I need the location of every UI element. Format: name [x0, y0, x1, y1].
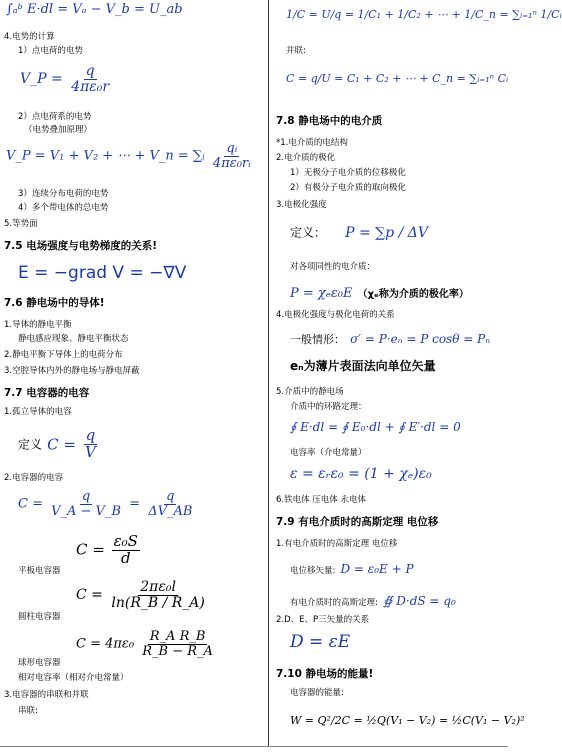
section-7-10-heading: 7.10 静电场的能量! [276, 668, 374, 680]
formula-parallel-capacitance: C = q/U = C₁ + C₂ + ⋯ + C_n = ∑ᵢ₌₁ⁿ Cᵢ [286, 72, 509, 85]
polarization-definition [290, 222, 428, 241]
formula-capacitor [18, 490, 196, 518]
section-7-8-heading: 7.8 静电场中的电介质 [276, 115, 383, 127]
relative-permittivity: 相对电容率（相对介电常量） [18, 673, 129, 683]
item-4-2-charge-system: 2）点电荷系的电势 [18, 112, 92, 122]
system-potential-denominator: 4πε₀rᵢ [212, 155, 251, 171]
formula-permittivity: ε = εᵣε₀ = (1 + χₑ)ε₀ [290, 466, 432, 482]
section-7-6-heading: 7.6 静电场中的导体! [4, 297, 105, 309]
column-divider [268, 0, 269, 746]
item-79-2: 2.D、E、P三矢量的关系 [276, 615, 370, 625]
gauss-theorem-dielectric [290, 590, 456, 609]
formula-series-capacitance: 1/C = U/q = 1/C₁ + 1/C₂ + ⋯ + 1/C_n = ∑ᵢ₌₁ⁿ 1/Cᵢ [286, 8, 562, 21]
cylinder-label: 圆柱电容器 [18, 612, 61, 622]
item-76-1: 1.导体的静电平衡 [4, 320, 72, 330]
capacitor-lhs: C = [18, 496, 43, 512]
section-7-9-heading: 7.9 有电介质时的高斯定理 电位移 [276, 516, 439, 528]
parallel-connection-label: 并联: [286, 46, 306, 56]
item-77-1: 1.孤立导体的电容 [4, 407, 72, 417]
permittivity-label: 电容率（介电常量） [290, 448, 367, 458]
sphere-numerator: R_A R_B [149, 629, 206, 644]
item-76-1b: 静电感应现象、静电平衡状态 [18, 334, 129, 344]
item-78-3: 3.电极化强度 [276, 200, 327, 210]
displacement-formula: D = ε₀E + P [340, 562, 414, 576]
polarization-iso-formula: P = χₑε₀E [290, 286, 353, 301]
parallel-plate-denominator: d [120, 548, 131, 567]
point-potential-denominator: 4πε₀r [71, 78, 110, 95]
right-column [272, 0, 562, 754]
capacitor-denominator-1: V_A − V_B [51, 503, 121, 519]
item-78-2: 2.电介质的极化 [276, 153, 336, 163]
cylinder-numerator: 2πε₀l [140, 579, 176, 595]
polarization-def-formula: P = ∑p / ΔV [345, 224, 428, 241]
definition-label: 定义 [18, 437, 43, 452]
item-76-2: 2.静电平衡下导体上的电荷分布 [4, 350, 123, 360]
item-4-4-multiple-bodies: 4）多个带电体的总电势 [18, 203, 109, 213]
point-potential-numerator: q [85, 63, 95, 79]
capacitor-numerator-2: q [166, 489, 175, 504]
item-79-1: 1.有电介质时的高斯定理 电位移 [276, 539, 398, 549]
item-5-equipotential: 5.等势面 [4, 219, 38, 229]
system-potential-lhs: V_P = V₁ + V₂ + ⋯ + V_n = ∑ᵢ [6, 148, 205, 164]
item-78-2-2: 2）有极分子电介质的取向极化 [290, 183, 406, 193]
polarization-isotropic [290, 282, 469, 301]
capacitance-definition [18, 428, 100, 461]
item-4-3-continuous: 3）连续分布电荷的电势 [18, 189, 109, 199]
definition-label-right: 定义： [290, 225, 327, 240]
capacitor-equals: = [129, 496, 141, 512]
formula-gradient: E = −grad V = −∇V [18, 263, 187, 283]
cap-def-denominator: V [85, 442, 96, 461]
displacement-vector [290, 558, 414, 577]
cylinder-denominator: ln(R_B / R_A) [111, 594, 205, 611]
formula-point-potential [20, 64, 113, 94]
cap-def-lhs: C = [47, 435, 76, 454]
formula-d-epsilon-e: D = εE [290, 632, 351, 652]
capacitor-numerator-1: q [81, 489, 91, 504]
formula-parallel-plate [76, 534, 142, 567]
sphere-lhs: C = 4πε₀ [76, 636, 135, 652]
normal-vector-note: eₙ为薄片表面法向单位矢量 [290, 359, 436, 373]
item-4-1-point-charge: 1）点电荷的电势 [18, 46, 83, 56]
loop-theorem-label: 介质中的环路定理： [290, 402, 367, 412]
susceptibility-note: （χₑ称为介质的极化率） [357, 289, 469, 300]
left-column [0, 0, 268, 754]
parallel-plate-lhs: C = [76, 540, 105, 559]
parallel-plate-label: 平板电容器 [18, 566, 61, 576]
item-78-2-1: 1）无极分子电介质的位移极化 [290, 168, 406, 178]
formula-potential-difference: ∫ₐᵇ E·dl = Vₐ − V_b = U_ab [6, 2, 183, 17]
superposition-note: （电势叠加原理） [24, 125, 93, 135]
item-78-6: 6.铁电体 压电体 永电体 [276, 495, 367, 505]
surface-charge-formula: σ′ = P·eₙ = P cosθ = Pₙ [350, 332, 491, 346]
item-77-3: 3.电容器的串联和并联 [4, 690, 89, 700]
section-7-5-heading: 7.5 电场强度与电势梯度的关系! [4, 240, 158, 252]
gauss-formula: ∯ D·dS = q₀ [382, 594, 456, 608]
isotropic-label: 对各项同性的电介质： [290, 262, 376, 272]
formula-system-potential [6, 142, 255, 170]
item-78-4: 4.电极化强度与极化电荷的关系 [276, 310, 395, 320]
point-potential-lhs: V_P = [20, 71, 63, 88]
formula-capacitor-energy: W = Q²/2C = ½Q(V₁ − V₂) = ½C(V₁ − V₂)² [290, 714, 525, 727]
formula-cylinder [76, 580, 209, 610]
sphere-label: 球形电容器 [18, 658, 61, 668]
series-label: 串联: [18, 706, 38, 716]
section-7-7-heading: 7.7 电容器的电容 [4, 387, 90, 399]
system-potential-numerator: qᵢ [226, 141, 238, 156]
surface-charge-relation [290, 328, 490, 347]
item-78-5: 5.介质中的静电场 [276, 387, 344, 397]
sphere-denominator: R_B − R_A [142, 643, 213, 659]
general-case-label: 一般情形： [290, 333, 345, 346]
item-78-1: *1.电介质的电结构 [276, 138, 348, 148]
parallel-plate-numerator: ε₀S [113, 532, 138, 550]
cap-def-numerator: q [85, 426, 96, 444]
formula-loop-theorem: ∮ E·dl = ∮ E₀·dl + ∮ E′·dl = 0 [290, 420, 461, 434]
energy-label: 电容器的能量: [290, 688, 344, 698]
cylinder-lhs: C = [76, 587, 103, 604]
item-4-potential-calc: 4.电势的计算 [4, 32, 55, 42]
item-77-2: 2.电容器的电容 [4, 473, 64, 483]
displacement-label: 电位移矢量: [290, 566, 336, 576]
capacitor-denominator-2: ΔV_AB [148, 503, 193, 519]
gauss-label: 有电介质时的高斯定理: [290, 598, 378, 608]
item-76-3: 3.空腔导体内外的静电场与静电屏蔽 [4, 366, 140, 376]
formula-sphere [76, 630, 217, 658]
